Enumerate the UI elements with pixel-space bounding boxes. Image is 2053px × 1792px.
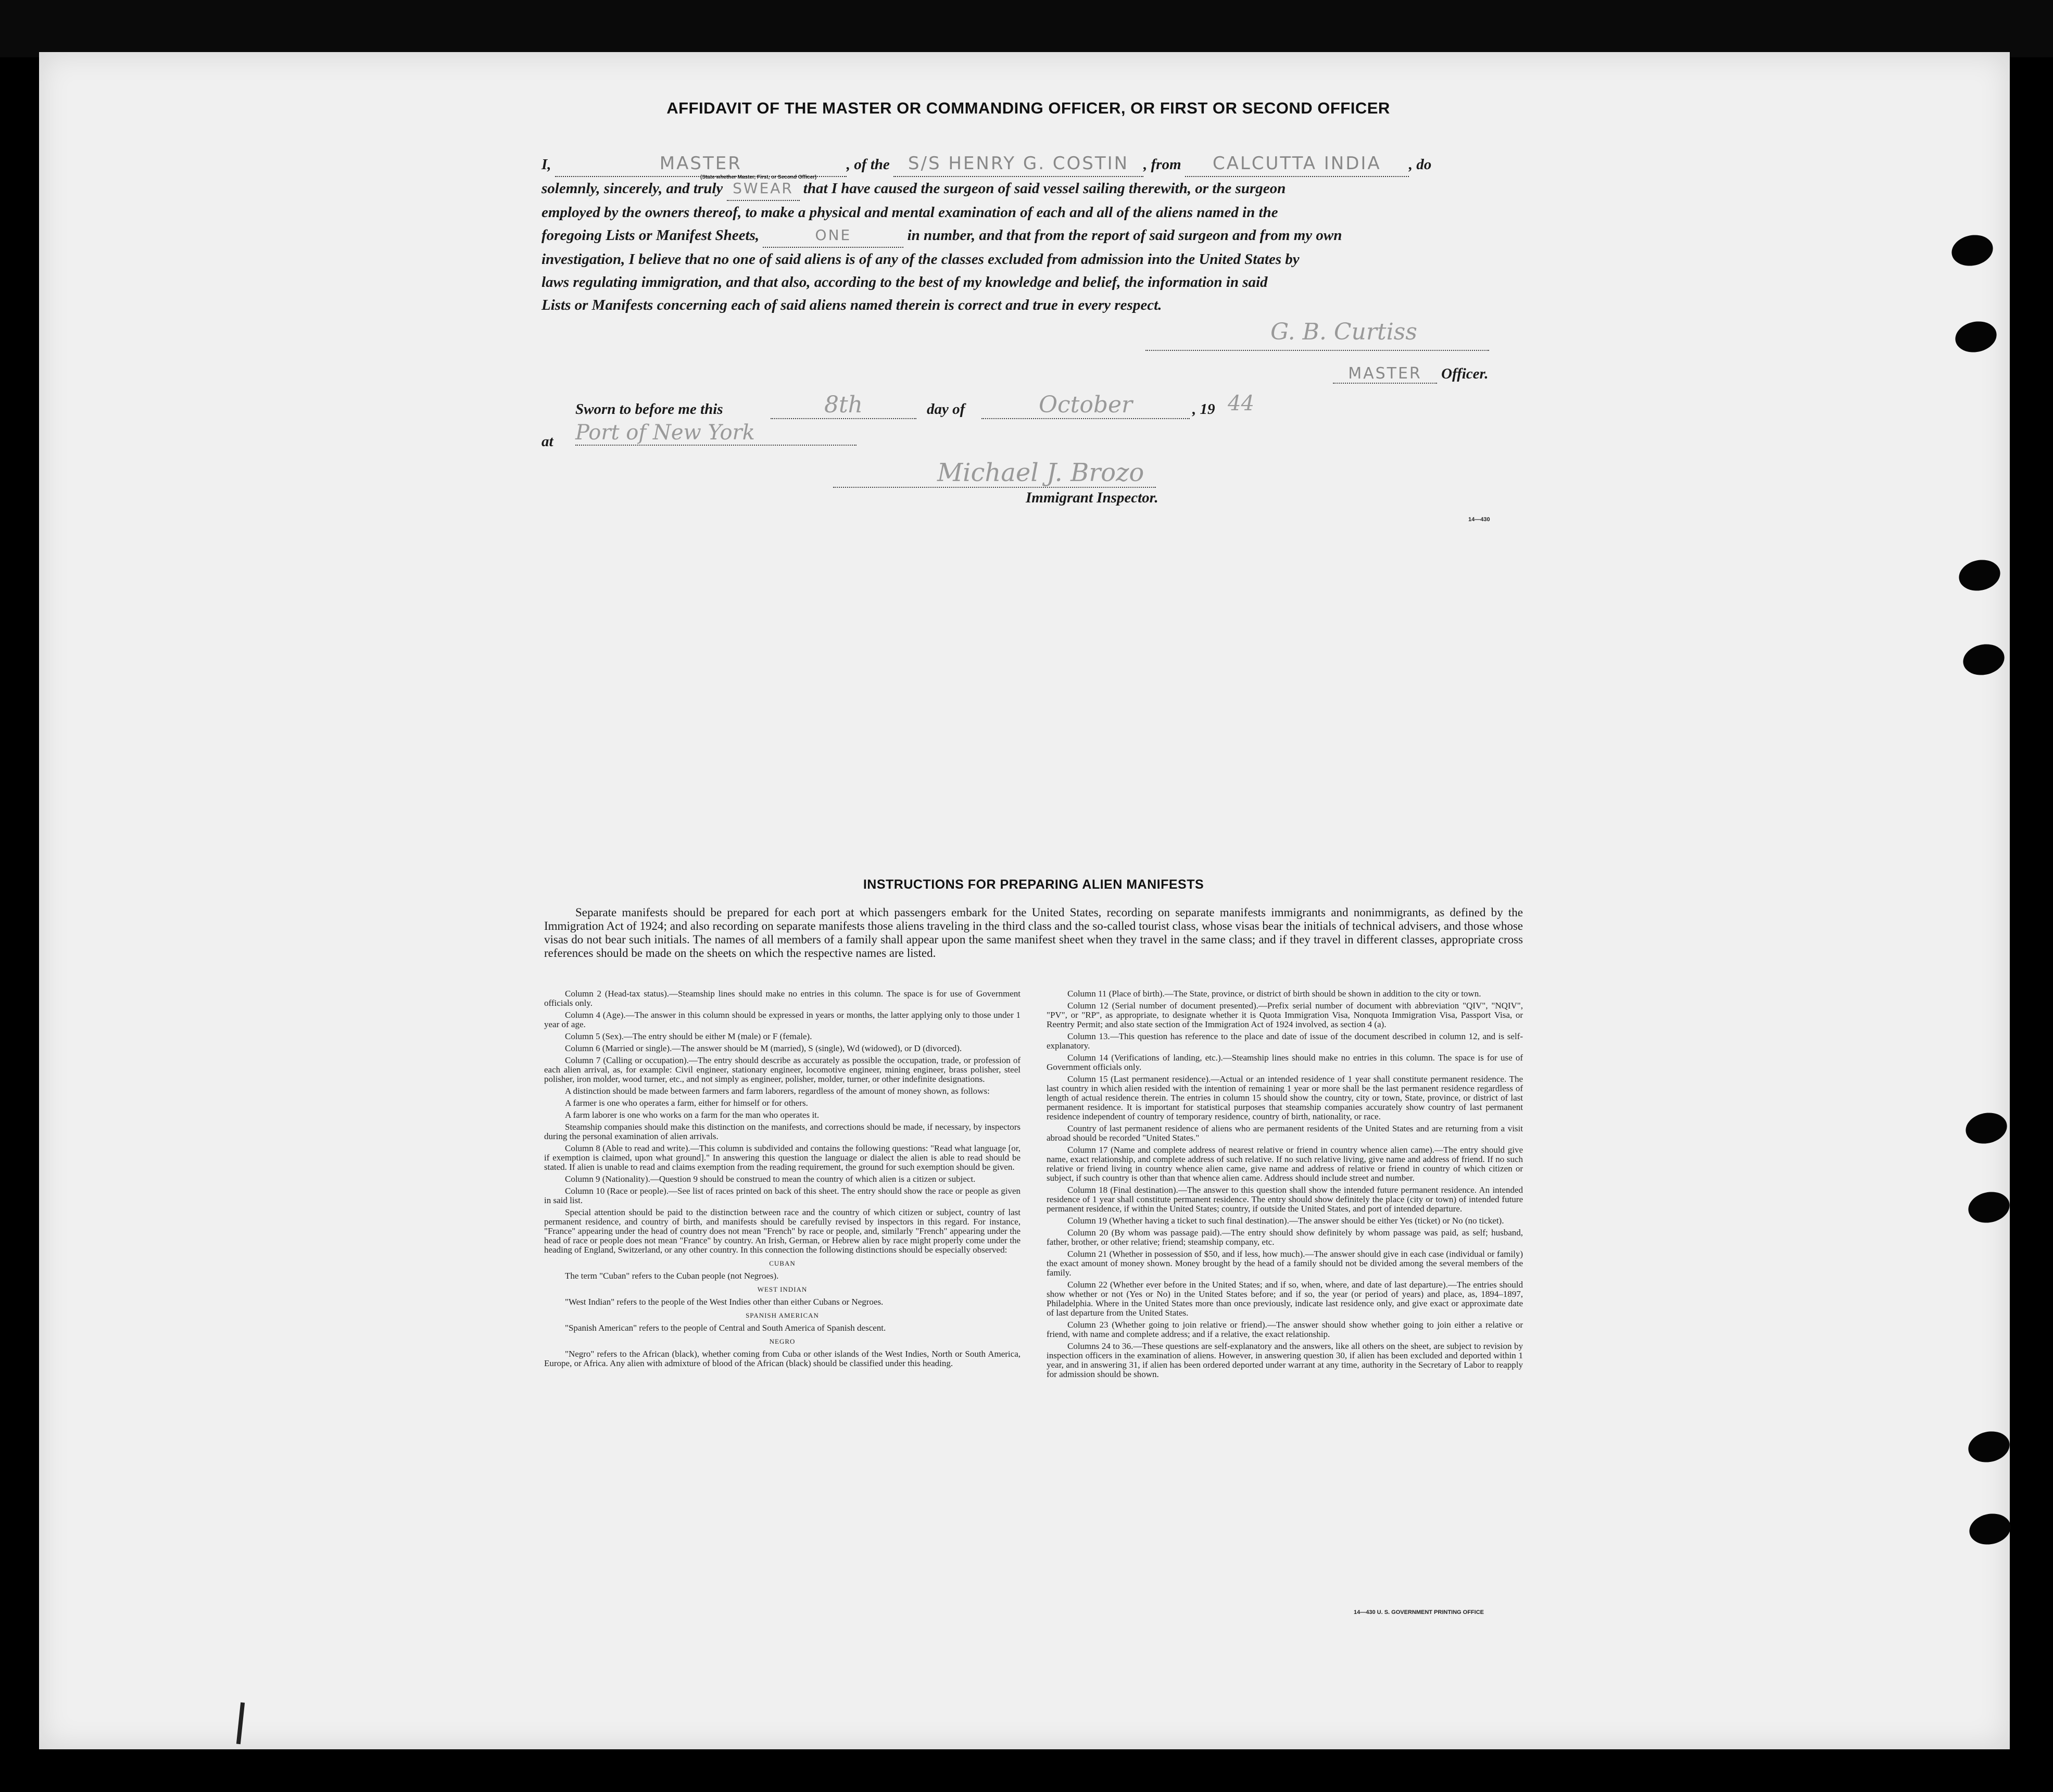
affidavit-line-7: Lists or Manifests concerning each of said aliens named therein is correct and true in every respect. — [541, 297, 1162, 313]
sworn-label: Sworn to before me this — [575, 401, 723, 418]
inspector-label: Immigrant Inspector. — [1026, 489, 1158, 506]
sheets-field — [763, 224, 903, 248]
do-label: , do — [1408, 156, 1432, 173]
section-text: "Negro" refers to the African (black), whether coming from Cuba or other islands of the West Indies, North or South America, Europe, or Africa. Any alien with admixture of blood of the African (black) should be classified under this heading. — [544, 1349, 1021, 1368]
swear-value: SWEAR — [733, 180, 794, 197]
inspector-signature: Michael J. Brozo — [937, 458, 1144, 487]
rank-note: (State whether Master, First, or Second Officer) — [700, 174, 817, 180]
of-the-label: , of the — [846, 156, 890, 173]
inspector-signature-line — [833, 487, 1156, 488]
sworn-month-value: October — [1038, 392, 1133, 418]
scan-border — [0, 0, 2053, 57]
section-text: The term "Cuban" refers to the Cuban people (not Negroes). — [565, 1271, 779, 1281]
instruction-paragraph: A farm laborer is one who works on a farm for the man who operates it. — [565, 1110, 820, 1120]
i-label: I, — [541, 156, 551, 173]
section-heading: WEST INDIAN — [757, 1285, 808, 1293]
at-label: at — [541, 433, 553, 450]
affidavit-body — [541, 152, 1520, 317]
instruction-paragraph: Column 18 (Final destination).—The answer to this question shall show the intended future permanent residence. An intended residence of 1 year shall constitute permanent residence. The entry should show definitely the place (city or town) of intended future permanent residence, if within the United States; country, if outside the United States, and port of intended departure. — [1047, 1185, 1523, 1214]
affidavit-line-2 — [541, 177, 1520, 201]
instruction-paragraph: Column 22 (Whether ever before in the United States; and if so, when, where, and date of last departure).—The entries should show whether or not (Yes or No) in the United States before; and if so, the year (or period of years) and place, as, 1894–1897, Philadelphia. Where in the United States more than once previously, indicate last residence only, and give exact or approximate date of last departure from the United States. — [1047, 1280, 1523, 1318]
affidavit-line-3: employed by the owners thereof, to make a physical and mental examination of each and all of the aliens named in the — [541, 204, 1278, 221]
instructions-intro: Separate manifests should be prepared for each port at which passengers embark for the United States, recording on separate manifests immigrants and nonimmigrants, as defined by the Immigration Act of 1924; and also recording on separate manifests those aliens traveling in the third class and the so-called tourist class, whose visas bear the initials of technical advisers, and those whose visas do not bear such initials. The names of all members of a family shall appear upon the same manifest sheet when they travel in the same class; and if they travel in different classes, appropriate cross references should be made on the sheets on which the respective names are listed. — [544, 906, 1523, 960]
vessel-value: S/S HENRY G. COSTIN — [908, 153, 1129, 174]
instruction-paragraph: Special attention should be paid to the distinction between race and the country of which citizen or subject, country of last permanent residence, and country of birth, and manifests should be carefully revised by inspectors in this regard. For instance, "France" appearing under the head of country does not mean "French" by race or people, and, similarly "French" appearing under the head of race or people does not mean "France" by country. An Irish, German, or Hebrew alien by race might properly come under the heading of England, Switzerland, or any other country. In this connection the following distinctions should be especially observed: — [544, 1207, 1021, 1255]
form-number: 14—430 — [1468, 516, 1490, 523]
instruction-paragraph: Column 2 (Head-tax status).—Steamship lines should make no entries in this column. The space is for use of Government officials only. — [544, 989, 1021, 1008]
sworn-year-value: 44 — [1228, 392, 1254, 415]
officer-rank-field — [1333, 364, 1437, 384]
vessel-field — [893, 152, 1143, 177]
section-heading: CUBAN — [769, 1259, 796, 1267]
instruction-paragraph: Column 5 (Sex).—The entry should be either M (male) or F (female). — [565, 1031, 812, 1041]
affidavit-text: solemnly, sincerely, and truly — [541, 180, 723, 197]
instruction-paragraph: Column 6 (Married or single).—The answer should be M (married), S (single), Wd (widowed), or D (divorced). — [565, 1043, 962, 1053]
instructions-left-column — [544, 989, 1021, 1371]
day-of-label: day of — [927, 401, 965, 418]
instructions-right-column — [1047, 989, 1523, 1382]
sworn-day-value: 8th — [824, 392, 863, 418]
instruction-paragraph: Column 20 (By whom was passage paid).—The entry should show definitely by whom passage was paid, as self; husband, father, brother, or other relative; friend; steamship company, etc. — [1047, 1228, 1523, 1247]
rank-value: MASTER — [659, 153, 742, 174]
section-text: "Spanish American" refers to the people of Central and South America of Spanish descent. — [565, 1323, 886, 1333]
instruction-paragraph: Column 14 (Verifications of landing, etc.).—Steamship lines should make no entries in this column. The space is for use of Government officials only. — [1047, 1053, 1523, 1072]
affidavit-text: that I have caused the surgeon of said vessel sailing therewith, or the surgeon — [803, 180, 1286, 197]
instruction-paragraph: Column 23 (Whether going to join relative or friend).—The answer should show whether going to join either a relative or friend, with name and complete address; and if a relative, the exact relationship. — [1047, 1320, 1523, 1339]
rank-field — [555, 152, 847, 177]
instruction-paragraph: Column 12 (Serial number of document presented).—Prefix serial number of document with abbreviation "QIV", "NQIV", "PV", or "RP", as appropriate, to designate whether it is Quota Immigration Visa, Nonquota Immigration Visa, Passport Visa, or Reentry Permit; and also state section of the Immigration Act of 1924 involved, as section 4 (a). — [1047, 1001, 1523, 1029]
instruction-paragraph: Columns 24 to 36.—These questions are self-explanatory and the answers, like all others on the sheet, are subject to revision by inspection officers in the examination of aliens. However, in answering question 30, if alien has been excluded and deported within 1 year, and in answering 31, if alien has been ordered deported under warrant at any time, authority in the Secretary of Labor to reapply for admission should be shown. — [1047, 1341, 1523, 1379]
instruction-paragraph: Country of last permanent residence of aliens who are permanent residents of the United States and are returning from a visit abroad should be recorded "United States." — [1047, 1124, 1523, 1143]
affidavit-line-4 — [541, 224, 1520, 248]
from-label: , from — [1143, 156, 1181, 173]
port-from-field — [1185, 152, 1409, 177]
section-heading: NEGRO — [769, 1337, 796, 1345]
instruction-paragraph: Steamship companies should make this distinction on the manifests, and corrections should be made, if necessary, by inspectors during the personal examination of alien arrivals. — [544, 1122, 1021, 1141]
officer-label: Officer. — [1441, 365, 1489, 382]
affidavit-line-6: laws regulating immigration, and that also, according to the best of my knowledge and belief, the information in said — [541, 274, 1268, 291]
section-text: "West Indian" refers to the people of the West Indies other than either Cubans or Negroes. — [565, 1297, 884, 1307]
printing-office-note: 14—430 U. S. GOVERNMENT PRINTING OFFICE — [1354, 1609, 1484, 1616]
sheets-value: ONE — [815, 226, 852, 244]
instruction-paragraph: Column 9 (Nationality).—Question 9 should be construed to mean the country of which alien is a citizen or subject. — [565, 1174, 976, 1184]
sworn-month-field — [981, 392, 1190, 419]
instruction-paragraph: A distinction should be made between farmers and farm laborers, regardless of the amount of money shown, as follows: — [565, 1086, 990, 1096]
officer-rank-value: MASTER — [1348, 364, 1422, 383]
instruction-paragraph: Column 19 (Whether having a ticket to such final destination).—The answer should be either Yes (ticket) or No (no ticket). — [1067, 1216, 1504, 1226]
affidavit-line-1 — [541, 152, 1520, 177]
instruction-paragraph: Column 4 (Age).—The answer in this column should be expressed in years or months, the latter applying only to those under 1 year of age. — [544, 1010, 1021, 1029]
instruction-paragraph: Column 10 (Race or people).—See list of races printed on back of this sheet. The entry should show the race or people as given in said list. — [544, 1186, 1021, 1205]
section-heading: SPANISH AMERICAN — [746, 1311, 819, 1319]
port-from-value: CALCUTTA INDIA — [1212, 153, 1381, 174]
affidavit-text: foregoing Lists or Manifest Sheets, — [541, 227, 760, 244]
instruction-paragraph: Column 15 (Last permanent residence).—Actual or an intended residence of 1 year shall constitute permanent residence. The last country in which alien resided with the intention of remaining 1 year or more shall be the last permanent residence regardless of length of actual residence therein. The entries in column 15 should show the country, city or town, State, province, or district of last permanent residence. It is important for statistical purposes that steamship companies accurately show country of last permanent residence independent of country of temporary residence, country of birth, nationality, or race. — [1047, 1074, 1523, 1121]
affidavit-text: in number, and that from the report of said surgeon and from my own — [907, 227, 1342, 244]
signature-line — [1145, 350, 1489, 351]
instruction-paragraph: Column 13.—This question has reference to the place and date of issue of the document described in column 12, and is self-explanatory. — [1047, 1031, 1523, 1051]
master-signature: G. B. Curtiss — [1270, 319, 1417, 345]
affidavit-title: AFFIDAVIT OF THE MASTER OR COMMANDING OFFICER, OR FIRST OR SECOND OFFICER — [666, 99, 1390, 117]
swear-field — [727, 177, 800, 201]
year-prefix: , 19 — [1192, 401, 1215, 418]
instruction-paragraph: A farmer is one who operates a farm, either for himself or for others. — [565, 1098, 808, 1108]
instruction-paragraph: Column 7 (Calling or occupation).—The entry should describe as accurately as possible the occupation, trade, or profession of each alien arrival, as, for example: Civil engineer, stationary engineer, locomotive engineer, mining engineer, brass polisher, steel polisher, iron molder, wood turner, etc., and not simply as engineer, polisher, molder, turner, or other indefinite designations. — [544, 1055, 1021, 1084]
sworn-place-field — [575, 421, 857, 446]
affidavit-line-5: investigation, I believe that no one of said aliens is of any of the classes excluded from admission into the United States by — [541, 251, 1300, 268]
sworn-day-field — [771, 392, 916, 419]
instructions-title: INSTRUCTIONS FOR PREPARING ALIEN MANIFESTS — [863, 877, 1204, 892]
instruction-paragraph: Column 8 (Able to read and write).—This column is subdivided and contains the following questions: "Read what language [or, if exemption is claimed, upon what ground]." In answering this question the language or dialect the alien is able to read should be stated. If alien is unable to read and claims exemption from the reading requirement, the ground for such exemption should be given. — [544, 1143, 1021, 1172]
instruction-paragraph: Column 11 (Place of birth).—The State, province, or district of birth should be shown in addition to the city or town. — [1067, 989, 1481, 999]
sworn-place-value: Port of New York — [575, 421, 755, 445]
instruction-paragraph: Column 17 (Name and complete address of nearest relative or friend in country whence alien came).—The entry should give name, exact relationship, and complete address of such relative. If no such relative living, give name and address of friend. If no such relative or friend living in country whence alien came, give name and address of relative or friend in country of which citizen or subject, if such country is other than that whence alien came. Address should include street and number. — [1047, 1145, 1523, 1183]
instruction-paragraph: Column 21 (Whether in possession of $50, and if less, how much).—The answer should give in each case (individual or family) the exact amount of money shown. Money brought by the head of a family should not be divided among the several members of the family. — [1047, 1249, 1523, 1278]
